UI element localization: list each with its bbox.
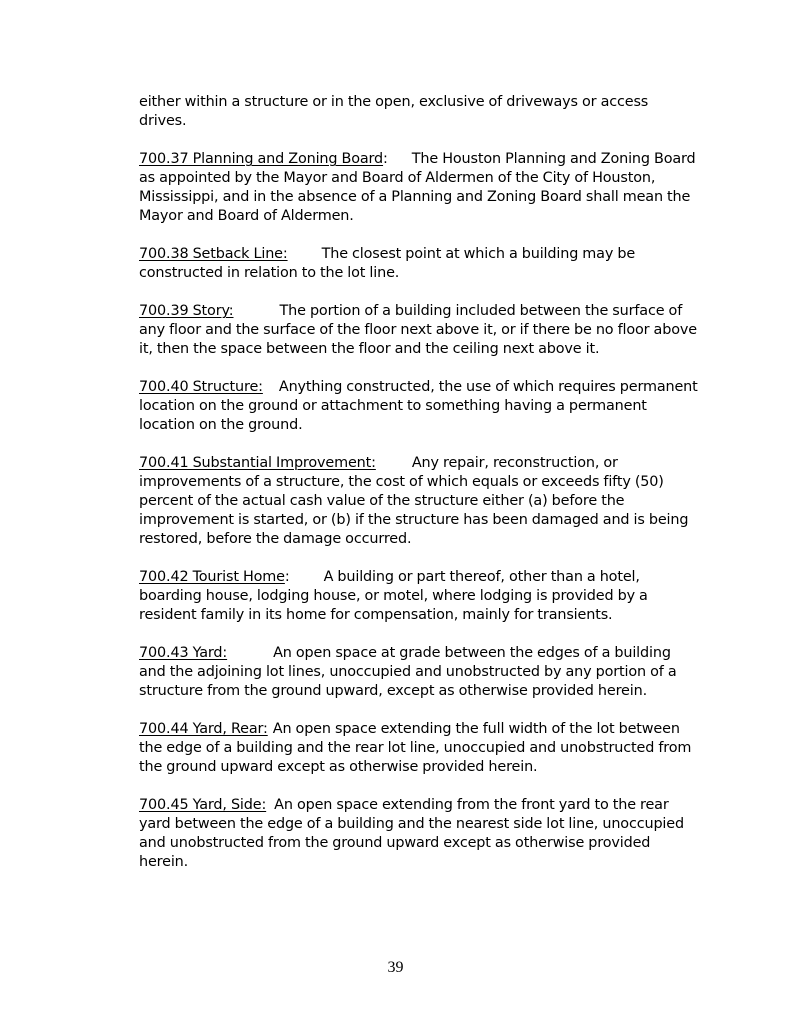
definition-700-40	[139, 378, 699, 435]
definition-700-45	[139, 796, 699, 872]
definition-term: 700.45 Yard, Side:	[139, 797, 267, 813]
definition-700-44	[139, 720, 699, 777]
definition-text: An open space extending the full width of the lot between the edge of a building and the rear lot line, unoccupied and unobstructed from the ground upward except as otherwise provided herein.	[139, 721, 692, 775]
definition-separator: :	[383, 151, 388, 167]
definition-text: The closest point at which a building may be constructed in relation to the lot line.	[139, 246, 636, 281]
definition-700-39	[139, 302, 699, 359]
definition-separator: :	[284, 569, 290, 585]
definition-text: A building or part thereof, other than a hotel, boarding house, lodging house, or motel, where lodging is provided by a resident family in its home for compensation, mainly for transients.	[139, 569, 648, 623]
definition-text: An open space extending from the front yard to the rear yard between the edge of a building and the nearest side lot line, unoccupied and unobstructed from the ground upward except as otherwise provided herein.	[139, 797, 684, 870]
definition-term: 700.42 Tourist Home	[139, 569, 285, 585]
definition-term: 700.43 Yard:	[139, 645, 228, 661]
definition-text: Anything constructed, the use of which requires permanent location on the ground or attachment to something having a permanent location on the ground.	[139, 379, 698, 433]
definition-text: Any repair, reconstruction, or improvements of a structure, the cost of which equals or exceeds fifty (50) percent of the actual cash value of the structure either (a) before the improvement is started, or (b) if the structure has been damaged and is being restored, before the damage occurred.	[139, 455, 689, 547]
continuation-paragraph: either within a structure or in the open, exclusive of driveways or access drives.	[139, 94, 649, 129]
page-number: 39	[387, 959, 404, 976]
document-body	[139, 93, 699, 891]
definition-term: 700.37 Planning and Zoning Board	[139, 151, 384, 167]
definition-term: 700.44 Yard, Rear:	[139, 721, 268, 737]
definition-700-37	[139, 150, 699, 226]
definition-term: 700.40 Structure:	[139, 379, 263, 395]
definition-term: 700.39 Story:	[139, 303, 234, 319]
definition-700-42	[139, 568, 699, 625]
definition-text: An open space at grade between the edges of a building and the adjoining lot lines, unoccupied and unobstructed by any portion of a structure from the ground upward, except as otherwise provided herein.	[139, 645, 677, 699]
definition-700-38	[139, 245, 699, 283]
definition-text: The portion of a building included between the surface of any floor and the surface of the floor next above it, or if there be no floor above it, then the space between the floor and the ceiling next above it.	[139, 303, 697, 357]
definition-term: 700.41 Substantial Improvement:	[139, 455, 376, 471]
definition-700-43	[139, 644, 699, 701]
definition-700-41	[139, 454, 699, 549]
definition-term: 700.38 Setback Line:	[139, 246, 288, 262]
definition-text: The Houston Planning and Zoning Board as appointed by the Mayor and Board of Aldermen of the City of Houston, Mississippi, and in the absence of a Planning and Zoning Board shall mean the Mayor and Board of Aldermen.	[139, 151, 696, 224]
